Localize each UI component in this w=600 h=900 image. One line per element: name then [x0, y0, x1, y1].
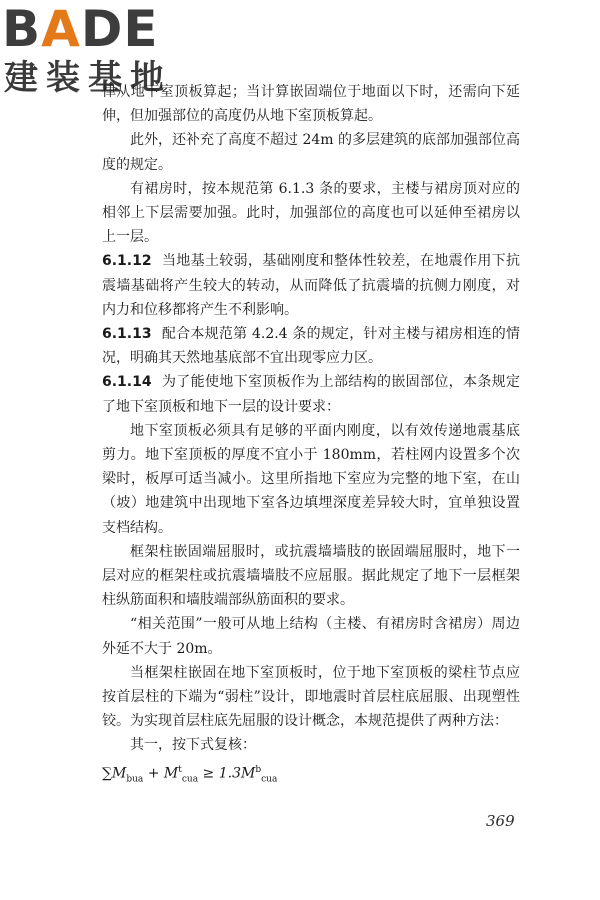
paragraph: 框架柱嵌固端屈服时，或抗震墙墙肢的嵌固端屈服时，地下一层对应的框架柱或抗震墙墙肢不应屈服。据此规定了地下一层框架柱纵筋面积和墙肢端部纵筋面积的要求。 — [102, 543, 520, 609]
paragraph: 地下室顶板必须具有足够的平面内刚度，以有效传递地震基底剪力。地下室顶板的厚度不宜小于 180mm，若柱网内设置多个次梁时，板厚可适当减小。这里所指地下室应为完整的地下室，在山（坡）地建筑中出现地下室各边填埋深度差异较大时，宜单独设置支档结构。 — [102, 422, 520, 536]
section-number: 6.1.13 — [102, 326, 152, 343]
paragraph: 当框架柱嵌固在地下室顶板时，位于地下室顶板的梁柱节点应按首层柱的下端为“弱柱”设计，即地震时首层柱底屈服、出现塑性铰。为实现首层柱底先屈服的设计概念，本规范提供了两种方法： — [102, 664, 520, 730]
section-6-1-12 — [102, 249, 520, 322]
section-6-1-13 — [102, 322, 520, 370]
paragraph: “相关范围”一般可从地上结构（主楼、有裙房时含裙房）周边外延不大于 20m。 — [102, 616, 520, 657]
section-number: 6.1.14 — [102, 374, 152, 391]
section-text: 配合本规范第 4.2.4 条的规定，针对主楼与裙房相连的情况，明确其天然地基底部不宜出现零应力区。 — [102, 326, 520, 367]
page-number: 369 — [486, 812, 515, 830]
paragraph: 律从地下室顶板算起；当计算嵌固端位于地面以下时，还需向下延伸，但加强部位的高度仍从地下室顶板算起。 — [102, 84, 520, 125]
section-number: 6.1.12 — [102, 253, 152, 270]
paragraph: 其一，按下式复核： — [130, 737, 256, 754]
page-body — [102, 80, 520, 791]
paragraph: 有裙房时，按本规范第 6.1.3 条的要求，主楼与裙房顶对应的相邻上下层需要加强。此时，加强部位的高度也可以延伸至裙房以上一层。 — [102, 180, 520, 246]
logo-wordmark: BADE — [2, 0, 159, 58]
logo-chinese-name: 建装基地 — [4, 58, 172, 98]
section-text: 当地基土较弱，基础刚度和整体性较差，在地震作用下抗震墙基础将产生较大的转动，从而降低了抗震墙的抗侧力刚度，对内力和位移都将产生不利影响。 — [102, 253, 520, 318]
moment-check-formula: $\sum M_{bua} + M^t_{cua} \ge 1.3M^b_{cua}$ — [102, 764, 278, 785]
section-text: 为了能使地下室顶板作为上部结构的嵌固部位，本条规定了地下室顶板和地下一层的设计要求： — [102, 374, 520, 415]
paragraph: 此外，还补充了高度不超过 24m 的多层建筑的底部加强部位高度的规定。 — [102, 132, 520, 173]
section-6-1-14 — [102, 370, 520, 418]
